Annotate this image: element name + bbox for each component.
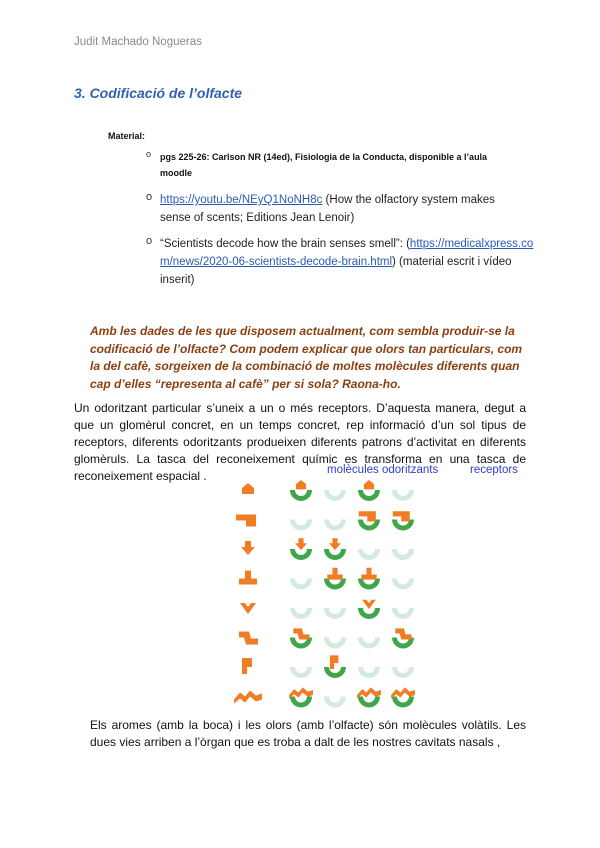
odorant-molecule	[242, 658, 252, 674]
question-prompt: Amb les dades de les que disposem actualment, com sembla produir-se la codificació de l’olfacte? Com podem explicar que olors tan particulars, com la del cafè, sorgeixen de la combinació de moltes molècules diferents quan cap d’elles “representa al cafè” per si sola? Raona-ho.	[90, 324, 523, 391]
odorant-molecule	[240, 603, 256, 614]
receptor-active	[358, 608, 380, 619]
youtube-link[interactable]: https://youtu.be/NEyQ1NoNH8c	[160, 194, 323, 206]
receptor-inactive	[392, 549, 414, 560]
receptor-inactive	[392, 608, 414, 619]
material-item-text: pgs 225-26: Carlson NR (14ed), Fisiologia de la Conducta, disponible a l’aula moodle	[160, 152, 488, 178]
answer-paragraph: Un odoritzant particular s’uneix a un o més receptors. D’aquesta manera, degut a que un glomèrul concret, en un temps concret, rep informació d’un sol tipus de receptors, diferents odoritzants produeixen diferents patrons d’activitat en diferents glomèruls. La tasca del reconeixement químic es transforma en una tasca de reconeixement espacial .	[74, 401, 526, 483]
author-header: Judit Machado Nogueras	[74, 36, 202, 48]
receptor-active	[290, 697, 312, 708]
bound-odorant	[296, 480, 306, 489]
bound-odorant	[329, 538, 341, 550]
section-heading: 3. Codificació de l’olfacte	[74, 85, 243, 101]
receptor-inactive	[358, 638, 380, 649]
receptor-active	[358, 579, 380, 590]
receptor-inactive	[392, 490, 414, 501]
bullet-marker: o	[146, 149, 152, 159]
receptor-inactive	[290, 579, 312, 590]
figure-label-receptors: receptors	[470, 464, 518, 476]
bound-odorant	[361, 568, 376, 580]
receptor-inactive	[324, 490, 346, 501]
receptor-active	[358, 490, 380, 501]
receptor-inactive	[324, 520, 346, 531]
material-item-text	[160, 191, 520, 227]
closing-paragraph: Els aromes (amb la boca) i les olors (amb l’olfacte) són molècules volàtils. Les dues vies arriben a l’òrgan que es troba a dalt de les nostres cavitats nasals ,	[90, 718, 526, 749]
receptor-inactive	[290, 608, 312, 619]
figure-label-molecules: molècules odoritzants	[327, 464, 439, 476]
material-label: Material:	[108, 131, 146, 141]
receptor-active	[324, 579, 346, 590]
receptor-active	[358, 697, 380, 708]
receptor-inactive	[324, 697, 346, 708]
receptor-active	[290, 490, 312, 501]
odorant-molecule	[234, 691, 262, 704]
receptor-inactive	[290, 520, 312, 531]
receptor-inactive	[392, 579, 414, 590]
receptor-active	[392, 697, 414, 708]
bullet-marker: o	[146, 235, 153, 247]
bound-odorant	[330, 655, 339, 669]
receptor-active	[324, 549, 346, 560]
odorant-receptor-figure	[226, 478, 426, 718]
odorant-molecule	[239, 571, 257, 585]
odorant-molecule	[242, 483, 254, 494]
medicalxpress-link[interactable]: https://medicalxpress.com/news/2020-06-scientists-decode-brain.html	[160, 238, 534, 268]
odorant-molecule	[241, 541, 255, 555]
receptor-active	[290, 549, 312, 560]
receptor-inactive	[358, 549, 380, 560]
video-description: (How the olfactory system makes sense of scents; Editions Jean Lenoir)	[160, 194, 495, 224]
odorant-molecule	[236, 515, 256, 527]
receptor-active	[324, 667, 346, 678]
receptor-inactive	[324, 638, 346, 649]
receptor-inactive	[392, 667, 414, 678]
receptor-inactive	[358, 667, 380, 678]
material-item-text	[160, 235, 536, 289]
bound-odorant	[295, 538, 307, 550]
article-note: ) (material escrit i vídeo inserit)	[160, 256, 512, 286]
receptor-inactive	[290, 667, 312, 678]
bound-odorant	[364, 480, 374, 489]
bound-odorant	[293, 628, 309, 639]
bullet-marker: o	[146, 191, 153, 203]
receptor-inactive	[324, 608, 346, 619]
article-title: “Scientists decode how the brain senses smell”: (	[160, 238, 410, 250]
odorant-molecule	[239, 632, 258, 645]
bound-odorant	[362, 600, 376, 609]
bound-odorant	[395, 628, 411, 639]
bound-odorant	[327, 568, 342, 580]
